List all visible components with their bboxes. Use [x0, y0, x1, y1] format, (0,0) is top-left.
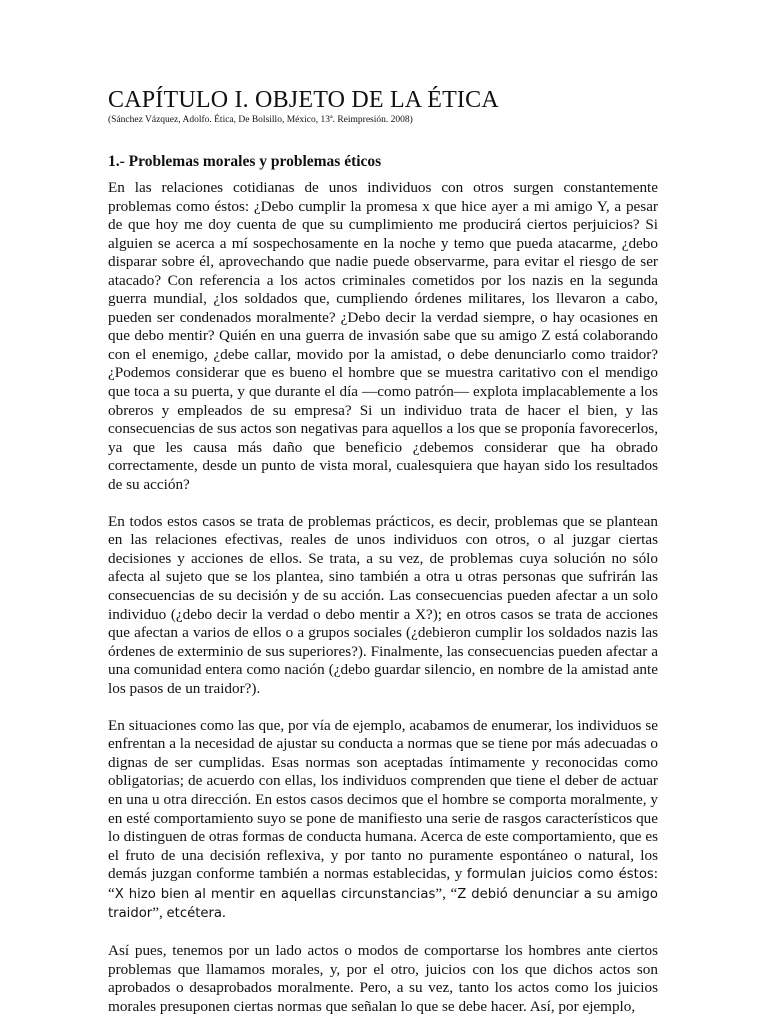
paragraph-1: En las relaciones cotidianas de unos individuos con otros surgen constantemente problemas como éstos: ¿Debo cumplir la promesa x que hice ayer a mi amigo Y, a pesar de que hoy me doy cuenta de que su cumplimiento me producirá ciertos perjuicios? Si alguien se acerca a mí sospechosamente en la noche y temo que pueda atacarme, ¿debo disparar sobre él, aprovechando que nadie puede observarme, para evitar el riesgo de ser atacado? Con referencia a los actos criminales cometidos por los nazis en la segunda guerra mundial, ¿los soldados que, cumpliendo órdenes militares, los llevaron a cabo, pueden ser condenados moralmente? ¿Debo decir la verdad siempre, o hay ocasiones en que debo mentir? Quién en una guerra de invasión sabe que su amigo Z está colaborando con el enemigo, ¿debe callar, movido por la amistad, o debe denunciarlo como traidor? ¿Podemos considerar que es bueno el hombre que se muestra caritativo con el mendigo que toca a su puerta, y que durante el día —como patrón— explota implacablemente a los obreros y empleados de su empresa? Si un individuo trata de hacer el bien, y las consecuencias de sus actos son negativas para aquellos a los que se proponía favorecerlos, ya que les causa más daño que beneficio ¿debemos considerar que ha obrado correctamente, desde un punto de vista moral, cualesquiera que hayan sido los resultados de su acción?	[108, 179, 658, 493]
paragraph-3-text: En situaciones como las que, por vía de ejemplo, acabamos de enumerar, los individuos se enfrentan a la necesidad de ajustar su conducta a normas que se tiene por más adecuadas o dignas de ser cumplidas. Esas normas son aceptadas íntimamente y reconocidas como obligatorias; de acuerdo con ellas, los individuos comprenden que tiene el deber de actuar en una u otra dirección. En estos casos decimos que el hombre se comporta moralmente, y en esté comportamiento suyo se pone de manifiesto una serie de rasgos característicos que lo distinguen de otras formas de conducta humana. Acerca de este comportamiento, que es el fruto de una decisión reflexiva, y por tanto no puramente espontáneo o natural, los demás juzgan conforme también a normas establecidas, y	[108, 716, 658, 883]
paragraph-4: Así pues, tenemos por un lado actos o modos de comportarse los hombres ante ciertos problemas que llamamos morales, y, por el otro, juicios con los que dichos actos son aprobados o desaprobados moralmente. Pero, a su vez, tanto los actos como los juicios morales presuponen ciertas normas que señalan lo que se debe hacer. Así, por ejemplo,	[108, 942, 658, 1015]
quote-2: Z debió denunciar a su amigo traidor	[108, 886, 658, 922]
paragraph-3-close: ”,	[152, 904, 167, 922]
paragraph-3-separator: ”, “	[435, 884, 458, 902]
paragraph-3-lead: formulan juicios como éstos	[466, 867, 654, 883]
quote-1: X hizo bien al mentir en aquellas circunstancias	[114, 886, 436, 902]
paragraph-2: En todos estos casos se trata de problemas prácticos, es decir, problemas que se plantean en las relaciones efectivas, reales de unos individuos con otros, o al juzgar ciertas decisiones y acciones de ellos. Se trata, a su vez, de problemas cuya solución no sólo afecta al sujeto que se los plantea, sino también a otra u otras personas que sufrirán las consecuencias de su decisión y de su acción. Las consecuencias pueden afectar a un solo individuo (¿debo decir la verdad o debo mentir a X?); en otros casos se trata de acciones que afectan a varios de ellos o a grupos sociales (¿debieron cumplir los soldados nazis las órdenes de exterminio de sus superiores?). Finalmente, las consecuencias pueden afectar a una comunidad entera como nación (¿debo guardar silencio, en nombre de la amistad ante los pasos de un traidor?).	[108, 512, 658, 697]
paragraph-3-etc: etcétera	[166, 906, 222, 922]
section-heading: 1.- Problemas morales y problemas éticos	[108, 153, 382, 170]
paragraph-3	[108, 717, 658, 924]
paragraph-3-end: .	[221, 904, 226, 922]
chapter-title: CAPÍTULO I. OBJETO DE LA ÉTICA	[108, 87, 499, 113]
source-citation: (Sánchez Vázquez, Adolfo. Ética, De Bolsillo, México, 13ª. Reimpresión. 2008)	[108, 115, 413, 125]
paragraph-3-colon: : “	[108, 865, 659, 902]
document-page	[108, 86, 658, 1035]
